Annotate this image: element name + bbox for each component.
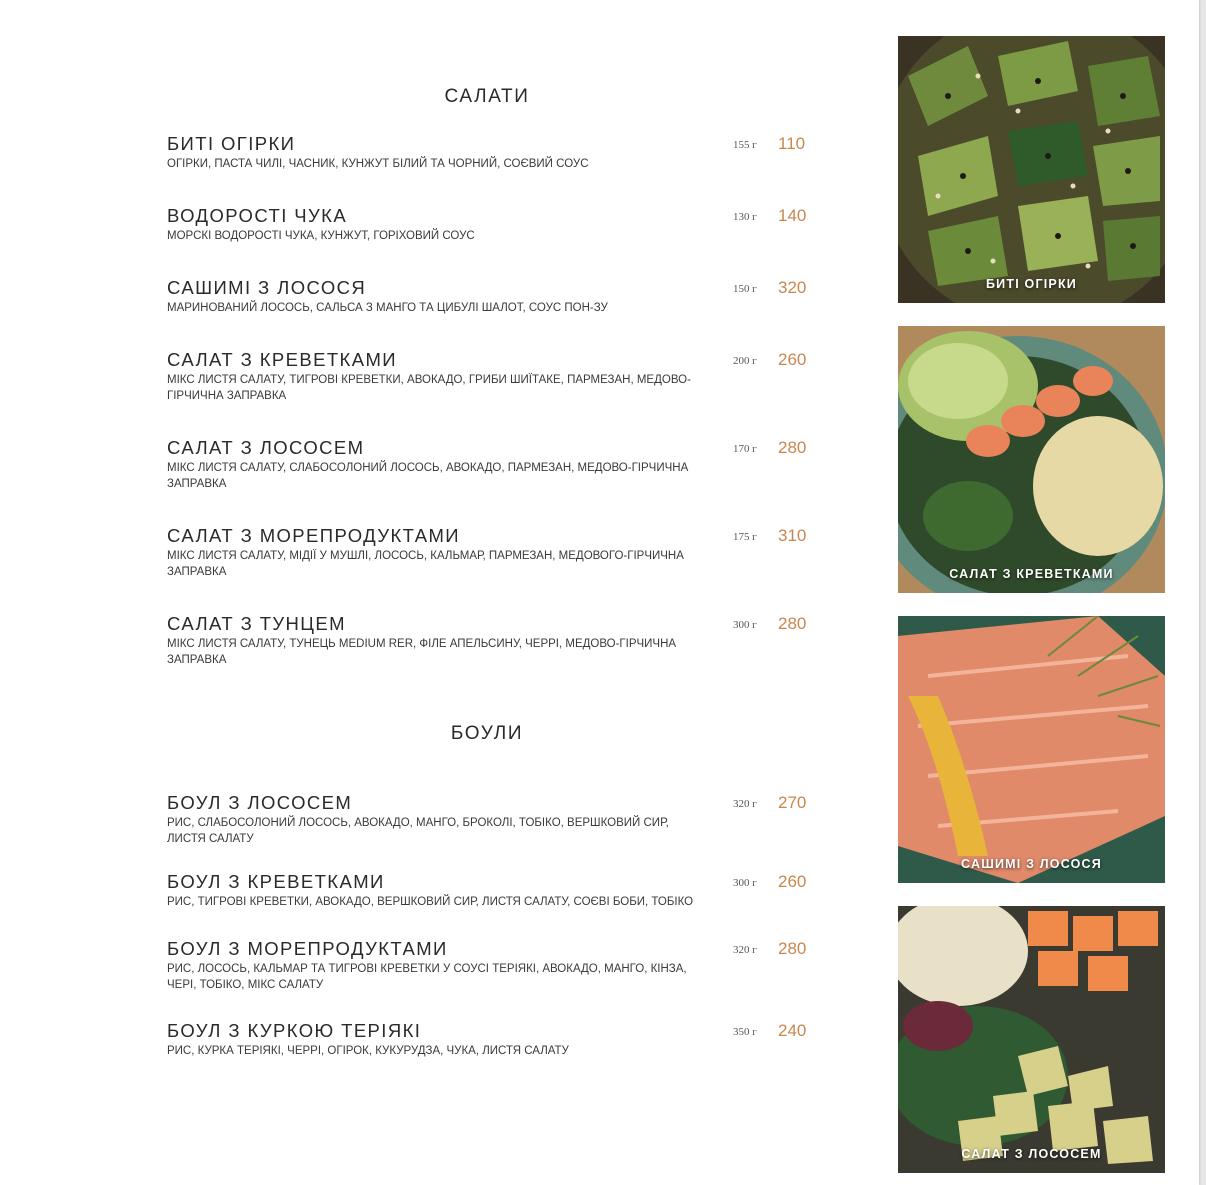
salmon-salad-photo [898,906,1165,1173]
item-price: 280 [778,939,807,958]
section-title-bowls: БОУЛИ [450,723,524,744]
item-weight: 150 г [733,283,757,295]
item-description: МІКС ЛИСТЯ САЛАТУ, СЛАБОСОЛОНИЙ ЛОСОСЬ, АВОКАДО, ПАРМЕЗАН, МЕДОВО-ГІРЧИЧНА ЗАПРАВКА [167,462,689,490]
photo-caption: САШИМІ З ЛОСОСЯ [961,857,1102,871]
menu-item [167,525,817,580]
item-price: 110 [778,134,806,153]
menu-item [167,613,817,668]
item-weight: 200 г [733,355,757,367]
item-name: САЛАТ З МОРЕПРОДУКТАМИ [167,525,460,546]
item-description: РИС, ТИГРОВІ КРЕВЕТКИ, АВОКАДО, ВЕРШКОВИЙ СИР, ЛИСТЯ САЛАТУ, СОЄВІ БОБИ, ТОБІКО [167,896,694,908]
item-price: 280 [778,438,807,457]
item-name: БОУЛ З ЛОСОСЕМ [167,792,353,813]
cucumber-salad-photo [898,36,1165,303]
menu-item [167,938,817,993]
item-weight: 320 г [733,944,757,956]
menu-item [167,277,817,316]
menu-item [167,1020,817,1059]
item-description: МОРСКІ ВОДОРОСТІ ЧУКА, КУНЖУТ, ГОРІХОВИЙ СОУС [167,230,475,242]
cucumber-salad-photo-icon [898,36,1165,303]
item-price: 280 [778,614,807,633]
item-weight: 320 г [733,798,757,810]
photo-caption: САЛАТ З ЛОСОСЕМ [961,1147,1102,1161]
salmon-sashimi-photo [898,616,1165,883]
photo-caption: БИТІ ОГІРКИ [986,277,1077,291]
item-weight: 350 г [733,1026,757,1038]
item-weight: 155 г [733,139,757,151]
item-description: МАРИНОВАНИЙ ЛОСОСЬ, САЛЬСА З МАНГО ТА ЦИБУЛІ ШАЛОТ, СОУС ПОН-ЗУ [167,302,608,314]
item-description: МІКС ЛИСТЯ САЛАТУ, ТУНЕЦЬ MEDIUM RER, ФІЛЕ АПЕЛЬСИНУ, ЧЕРРІ, МЕДОВО-ГІРЧИЧНА ЗАПРАВКА [167,638,677,666]
menu-item [167,437,817,492]
item-name: САЛАТ З КРЕВЕТКАМИ [167,349,397,370]
item-price: 240 [778,1021,807,1040]
item-weight: 130 г [733,211,757,223]
item-name: БОУЛ З МОРЕПРОДУКТАМИ [167,938,448,959]
section-title-salads: САЛАТИ [444,86,530,107]
shrimp-salad-photo [898,326,1165,593]
shrimp-salad-photo-icon [898,326,1165,593]
menu-item [167,133,817,172]
item-price: 260 [778,350,807,369]
item-price: 140 [778,206,807,225]
item-name: САШИМІ З ЛОСОСЯ [167,277,367,298]
menu-item [167,792,817,847]
item-price: 260 [778,872,807,891]
item-name: БОУЛ З КУРКОЮ ТЕРІЯКІ [167,1020,422,1041]
item-weight: 300 г [733,619,757,631]
salmon-sashimi-photo-icon [898,616,1165,883]
item-name: ВОДОРОСТІ ЧУКА [167,205,348,226]
salmon-salad-photo-icon [898,906,1165,1173]
item-price: 320 [778,278,807,297]
item-name: БОУЛ З КРЕВЕТКАМИ [167,871,385,892]
item-description: ОГІРКИ, ПАСТА ЧИЛІ, ЧАСНИК, КУНЖУТ БІЛИЙ ТА ЧОРНИЙ, СОЄВИЙ СОУС [167,158,589,170]
photo-caption: САЛАТ З КРЕВЕТКАМИ [949,567,1114,581]
item-name: САЛАТ З ЛОСОСЕМ [167,437,365,458]
item-description: МІКС ЛИСТЯ САЛАТУ, МІДІЇ У МУШЛІ, ЛОСОСЬ, КАЛЬМАР, ПАРМЕЗАН, МЕДОВОГО-ГІРЧИЧНА ЗАПРАВКА [167,550,684,578]
item-name: БИТІ ОГІРКИ [167,133,296,154]
item-description: РИС, ЛОСОСЬ, КАЛЬМАР ТА ТИГРОВІ КРЕВЕТКИ У СОУСІ ТЕРІЯКІ, АВОКАДО, МАНГО, КІНЗА, ЧЕРІ, ТОБІКО, МІКС САЛАТУ [167,963,687,991]
item-weight: 170 г [733,443,757,455]
item-description: РИС, СЛАБОСОЛОНИЙ ЛОСОСЬ, АВОКАДО, МАНГО, БРОКОЛІ, ТОБІКО, ВЕРШКОВИЙ СИР, ЛИСТЯ САЛАТУ [167,817,669,845]
item-price: 310 [778,526,807,545]
item-name: САЛАТ З ТУНЦЕМ [167,613,346,634]
item-weight: 300 г [733,877,757,889]
menu-item [167,871,817,910]
menu-item [167,205,817,244]
menu-item [167,349,817,404]
item-weight: 175 г [733,531,757,543]
item-description: МІКС ЛИСТЯ САЛАТУ, ТИГРОВІ КРЕВЕТКИ, АВОКАДО, ГРИБИ ШИЇТАКЕ, ПАРМЕЗАН, МЕДОВО-ГІРЧИЧНА ЗАПРАВКА [167,374,691,402]
item-price: 270 [778,793,807,812]
item-description: РИС, КУРКА ТЕРІЯКІ, ЧЕРРІ, ОГІРОК, КУКУРУДЗА, ЧУКА, ЛИСТЯ САЛАТУ [167,1045,569,1057]
